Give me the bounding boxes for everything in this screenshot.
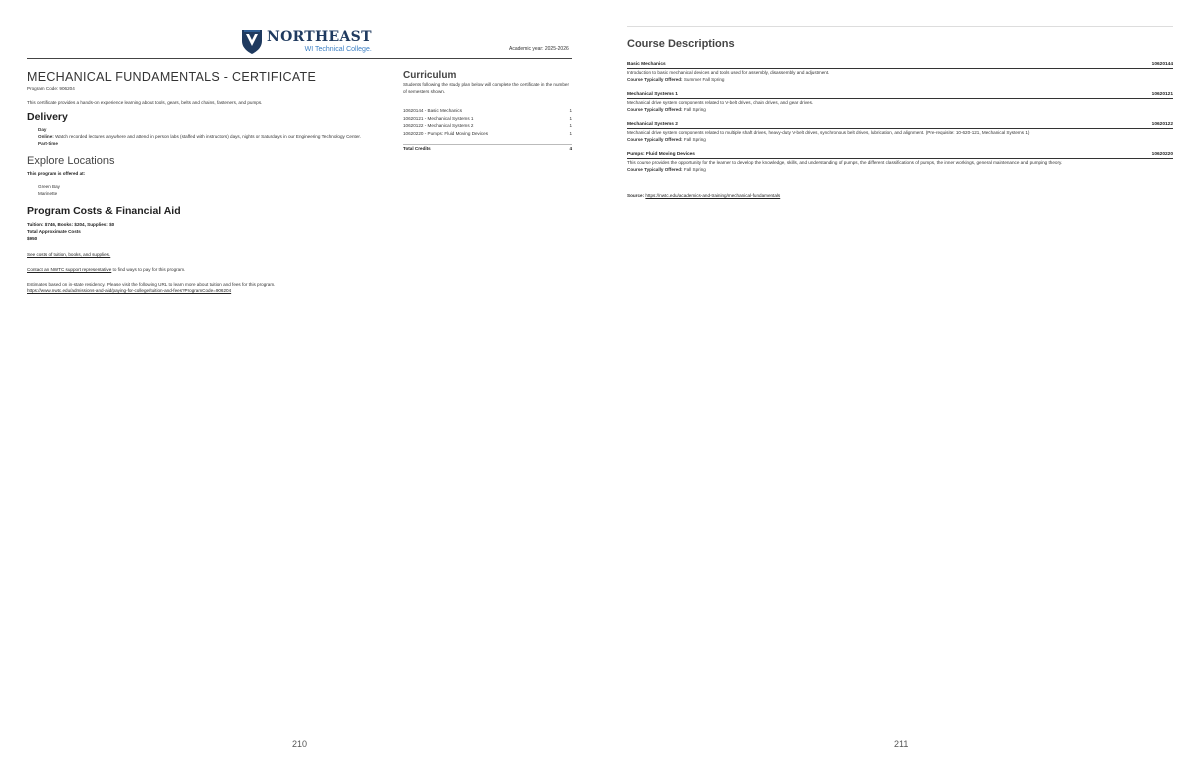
- contact-text: to find ways to pay for this program.: [111, 266, 186, 272]
- page-number-left: 210: [292, 739, 308, 749]
- shield-logo-icon: [241, 28, 263, 55]
- total-credits-row: Total Credits 4: [403, 146, 572, 151]
- total-costs-label: Total Approximate Costs: [27, 229, 81, 235]
- delivery-item-part-time: Part-time: [38, 141, 58, 147]
- course-entry: [627, 152, 1173, 173]
- course-offered: Course Typically Offered: Fall Spring: [627, 167, 706, 172]
- course-description: Mechanical drive system components related to V-belt drives, chain drives, and gear drives.: [627, 100, 814, 105]
- northeast-logo: [241, 27, 372, 55]
- course-description: This course provides the opportunity for the learner to develop the knowledge, skills, and understanding of pumps, the different classifications of pumps, the inner workings, general maintenance and pumping theory.: [627, 160, 1063, 165]
- course-entry: [627, 62, 1173, 83]
- logo-subtitle: WI Technical College.: [304, 45, 372, 53]
- header-divider: [27, 58, 572, 59]
- page-number-right: 211: [894, 739, 909, 749]
- course-offered: Course Typically Offered: Summer Fall Spring: [627, 77, 725, 82]
- right-header-divider: [627, 26, 1173, 27]
- estimate-note: Estimates based on in-state residency. Please visit the following URL to learn more about tuition and fees for this program. https://www.nwtc.edu/admissions-and-aid/paying-for-college/tuition-and-fees?ProgramCode=906204: [27, 282, 387, 294]
- course-description: Introduction to basic mechanical devices and tools used for assembly, disassembly and adjustment.: [627, 70, 830, 75]
- course-name: Basic Mechanics: [627, 62, 666, 67]
- course-code: 10620220: [1151, 152, 1173, 157]
- curriculum-intro: Students following the study plan below will complete the certificate in the number of semesters shown.: [403, 82, 569, 94]
- curriculum-sidebar: [403, 70, 572, 151]
- curriculum-divider: [403, 144, 572, 145]
- delivery-list: [27, 126, 387, 148]
- course-entry: [627, 122, 1173, 143]
- program-main-column: [27, 70, 387, 294]
- delivery-heading: Delivery: [27, 111, 68, 123]
- program-code: Program Code: 906204: [27, 86, 75, 91]
- academic-year: Academic year: 2025-2026: [509, 46, 569, 52]
- source-link[interactable]: https://nwtc.edu/academics-and-training/mechanical-fundamentals: [645, 193, 781, 198]
- curriculum-row: 10620122 - Mechanical Systems 2 1: [403, 123, 572, 128]
- course-code: 10620144: [1151, 62, 1173, 67]
- course-code: 10620121: [1151, 92, 1173, 97]
- course-name: Pumps: Fluid Moving Devices: [627, 152, 695, 157]
- curriculum-heading: Curriculum: [403, 70, 457, 81]
- program-description: This certificate provides a hands-on experience learning about tools, gears, belts and chains, fasteners, and pumps.: [27, 100, 263, 105]
- total-costs-value: $950: [27, 236, 38, 242]
- course-offered: Course Typically Offered: Fall Spring: [627, 107, 706, 112]
- curriculum-list: [403, 107, 572, 137]
- see-costs-link[interactable]: See costs of tuition, books, and supplies.: [27, 251, 111, 257]
- delivery-item-online: Online: Watch recorded lectures anywhere and attend in person labs (staffed with instructors) days, nights or Saturdays in our Engineering Technology Center.: [38, 134, 361, 140]
- program-costs-heading: Program Costs & Financial Aid: [27, 205, 181, 218]
- location-item: Marinette: [38, 190, 58, 196]
- curriculum-row: 10620144 - Basic Mechanics 1: [403, 108, 572, 113]
- costs-block: [27, 221, 387, 243]
- curriculum-row: 10620121 - Mechanical Systems 1 1: [403, 115, 572, 121]
- source-line: Source: https://nwtc.edu/academics-and-training/mechanical-fundamentals: [627, 193, 781, 198]
- tuition-fees-link[interactable]: https://www.nwtc.edu/admissions-and-aid/paying-for-college/tuition-and-fees?ProgramCode=906204: [27, 287, 232, 293]
- course-descriptions-heading: Course Descriptions: [627, 38, 735, 50]
- course-entry: [627, 92, 1173, 113]
- explore-locations-heading: Explore Locations: [27, 154, 115, 167]
- locations-list: [27, 183, 387, 197]
- offered-at-label: This program is offered at:: [27, 170, 86, 176]
- program-title: MECHANICAL FUNDAMENTALS - CERTIFICATE: [27, 70, 317, 84]
- curriculum-row: 10620220 - Pumps: Fluid Moving Devices 1: [403, 130, 572, 136]
- course-name: Mechanical Systems 2: [627, 122, 678, 127]
- course-description: Mechanical drive system components related to multiple shaft drives, heavy-duty V-belt drives, synchronous belt drives, lubrication, and alignment. (Pre-requisite: 10-620-121, Mechanical Systems 1): [627, 130, 1030, 135]
- delivery-item-day: Day: [38, 127, 47, 132]
- location-item: Green Bay: [38, 183, 60, 189]
- course-descriptions-column: [627, 38, 1173, 198]
- course-code: 10620122: [1151, 122, 1173, 127]
- cost-breakdown: Tuition: $746, Books: $204, Supplies: $0: [27, 222, 115, 228]
- contact-support-link[interactable]: Contact an NWTC support representative: [27, 266, 112, 272]
- course-offered: Course Typically Offered: Fall Spring: [627, 137, 706, 142]
- logo-name: NORTHEAST: [267, 28, 372, 45]
- course-name: Mechanical Systems 1: [627, 92, 678, 97]
